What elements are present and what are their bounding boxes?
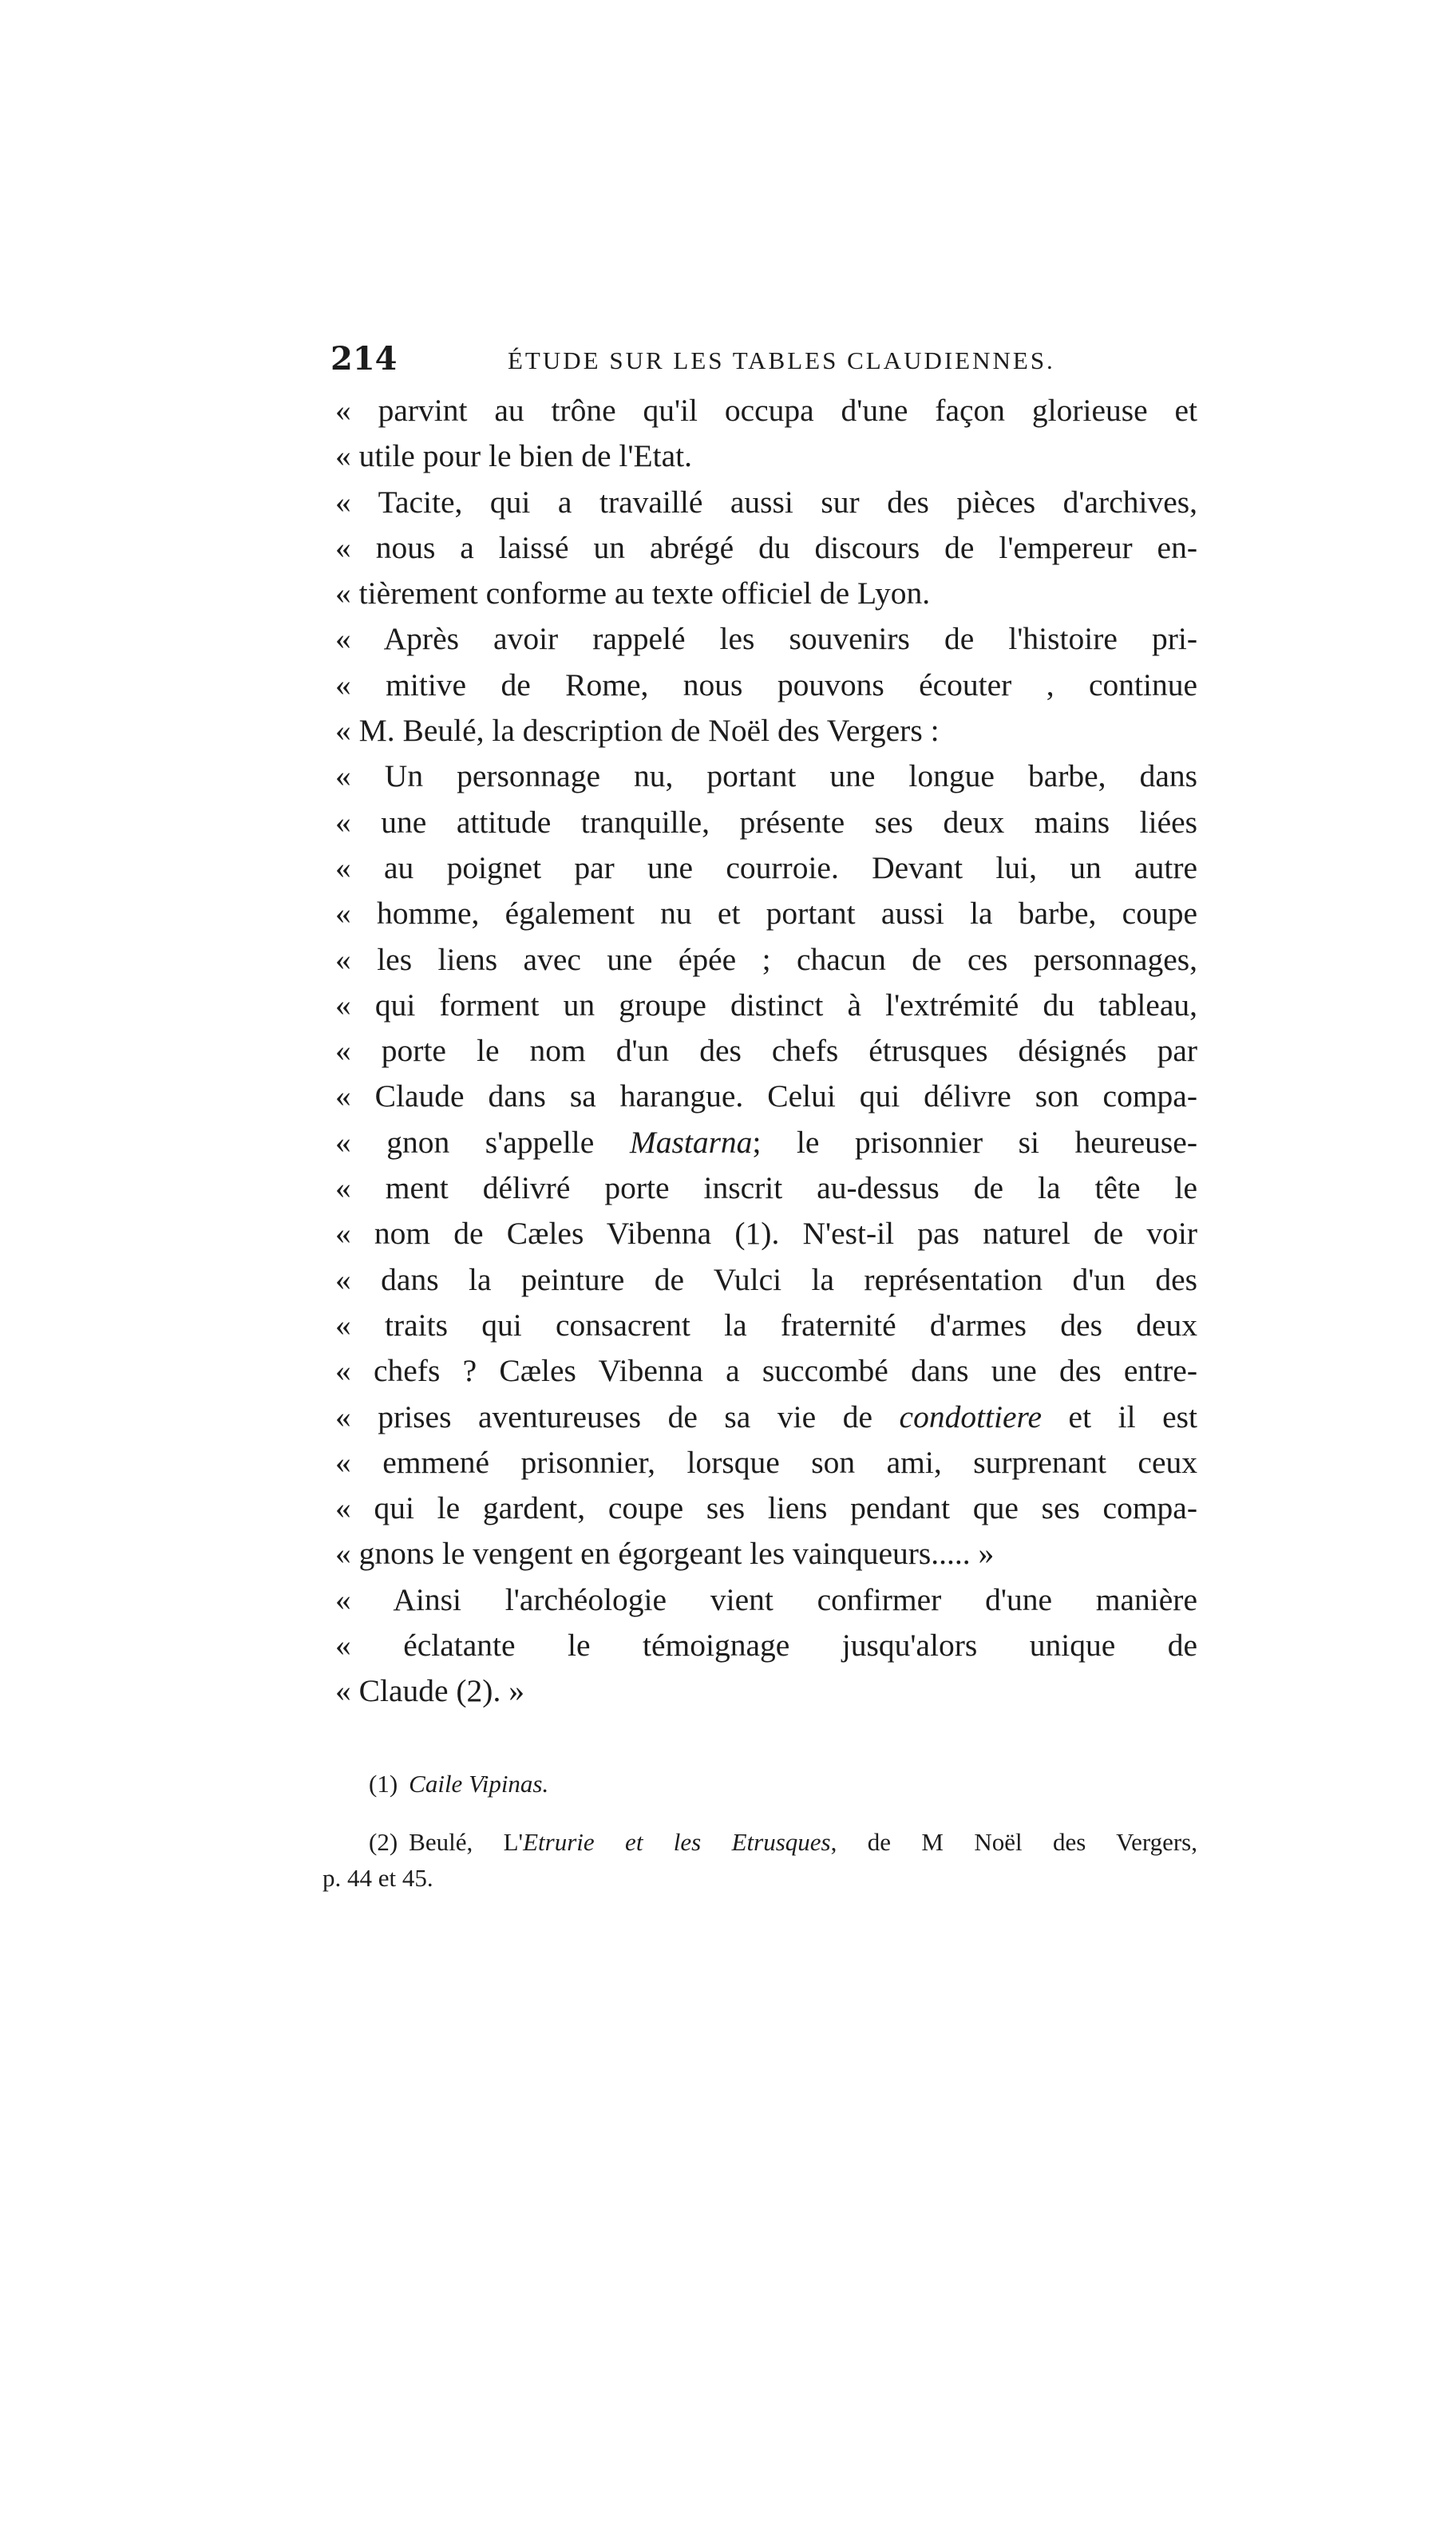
text-run: et il est	[1041, 1399, 1197, 1434]
footnote-2-pages: p. 44 et 45.	[322, 1864, 433, 1892]
italic-name-mastarna: Mastarna	[629, 1124, 753, 1160]
text-line: « dans la peinture de Vulci la représentation d'un des	[335, 1261, 1197, 1297]
italic-word-condottiere: condottiere	[899, 1399, 1042, 1434]
text-line: « Claude dans sa harangue. Celui qui délivre son compa-	[335, 1078, 1197, 1114]
text-line: « parvint au trône qu'il occupa d'une façon glorieuse et	[335, 393, 1197, 428]
text-line-mixed	[335, 1120, 1197, 1165]
text-line: « emmené prisonnier, lorsque son ami, surprenant ceux	[335, 1444, 1197, 1480]
text-line: « Tacite, qui a travaillé aussi sur des pièces d'archives,	[335, 484, 1197, 520]
text-run: ; le prisonnier si heureuse-	[752, 1124, 1197, 1160]
text-line: « chefs ? Cæles Vibenna a succombé dans une des entre-	[335, 1353, 1197, 1389]
text-line: « traits qui consacrent la fraternité d'armes des deux	[335, 1307, 1197, 1343]
footnote-text: Caile Vipinas.	[409, 1770, 549, 1798]
text-line: « nous a laissé un abrégé du discours de l'empereur en-	[335, 529, 1197, 565]
text-line: « les liens avec une épée ; chacun de ces personnages,	[335, 941, 1197, 977]
text-line: « mitive de Rome, nous pouvons écouter , continue	[335, 667, 1197, 702]
footnote-label: (1)	[369, 1770, 398, 1798]
page-header	[330, 337, 1209, 385]
text-line: « tièrement conforme au texte officiel de Lyon.	[335, 576, 931, 611]
text-line: « gnons le vengent en égorgeant les vainqueurs..... »	[335, 1536, 995, 1572]
running-title: ÉTUDE SUR LES TABLES CLAUDIENNES.	[508, 346, 1055, 374]
text-line: « Un personnage nu, portant une longue barbe, dans	[335, 758, 1197, 794]
text-run: « prises aventureuses de sa vie de	[335, 1399, 900, 1434]
text-line: « Claude (2). »	[335, 1673, 524, 1709]
text-line: « utile pour le bien de l'Etat.	[335, 438, 692, 474]
text-line: « au poignet par une courroie. Devant lui, un autre	[335, 849, 1197, 885]
footnote-2	[322, 1824, 1197, 1860]
footnote-1	[322, 1766, 1197, 1802]
footnotes	[322, 1766, 1197, 1896]
footnote-text: , de M Noël des Vergers,	[830, 1828, 1197, 1856]
text-line: « Après avoir rappelé les souvenirs de l'histoire pri-	[335, 621, 1197, 657]
text-line: « porte le nom d'un des chefs étrusques désignés par	[335, 1033, 1197, 1069]
footnote-author: Beulé, L'	[409, 1828, 524, 1856]
text-line: « M. Beulé, la description de Noël des Vergers :	[335, 713, 940, 749]
body-text	[335, 388, 1197, 1715]
text-line: « une attitude tranquille, présente ses deux mains liées	[335, 804, 1197, 840]
text-line: « homme, également nu et portant aussi la barbe, coupe	[335, 896, 1197, 932]
text-line: « éclatante le témoignage jusqu'alors unique de	[335, 1628, 1197, 1664]
text-line: « nom de Cæles Vibenna (1). N'est-il pas naturel de voir	[335, 1216, 1197, 1252]
text-line: « qui forment un groupe distinct à l'extrémité du tableau,	[335, 987, 1197, 1023]
footnote-label: (2)	[369, 1828, 398, 1856]
text-line: « qui le gardent, coupe ses liens pendant que ses compa-	[335, 1490, 1197, 1526]
page-number: 214	[330, 340, 398, 378]
text-line-mixed	[335, 1395, 1197, 1440]
text-run: « gnon s'appelle	[335, 1124, 630, 1160]
footnote-title: Etrurie et les Etrusques	[523, 1828, 831, 1856]
text-line: « ment délivré porte inscrit au-dessus de la tête le	[335, 1170, 1197, 1206]
text-line: « Ainsi l'archéologie vient confirmer d'une manière	[335, 1581, 1197, 1617]
